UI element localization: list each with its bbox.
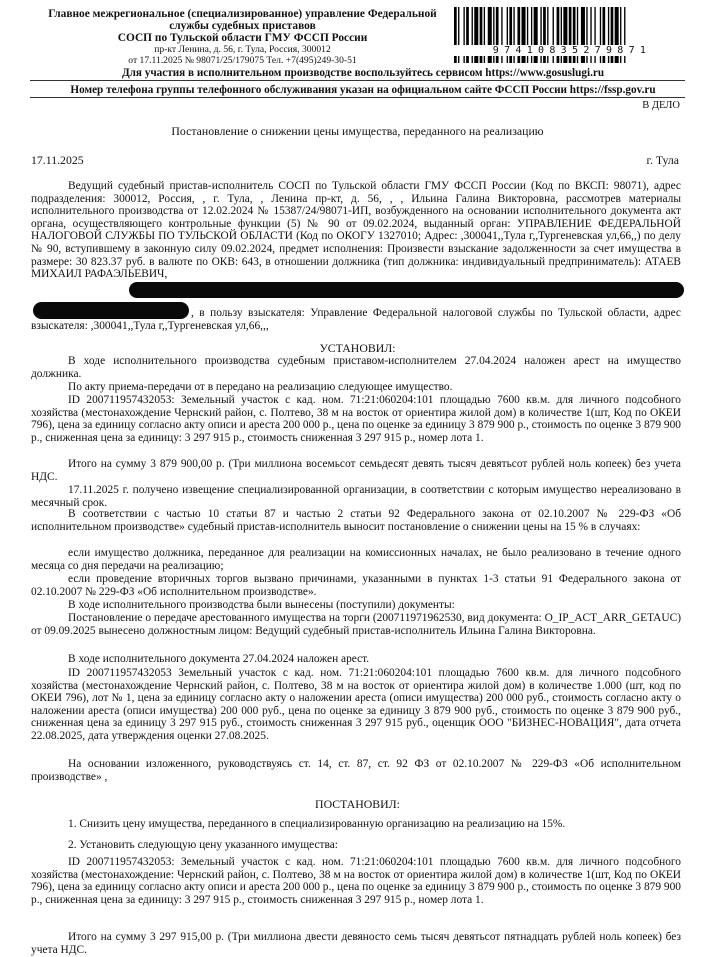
phone-notice: Номер телефона группы телефонного обслуживания указан на официальном сайте ФССП России https://fssp.gov.ru (70, 84, 656, 96)
body-paragraph: В ходе исполнительного производства были вынесены (поступили) документы: (68, 599, 455, 611)
document-date: 17.11.2025 (31, 153, 84, 167)
creditor-text: , в пользу взыскателя: Управление Федеральной налоговой службы по Тульской области, адрес взыскателя: ,300041,,Тула г,,Тургеневская ул,66,,, (31, 307, 681, 332)
body-paragraph: По акту приема-передачи от в передано на реализацию следующее имущество. (68, 381, 453, 393)
redaction-bar (129, 282, 684, 298)
divider (30, 97, 685, 98)
issuing-organization (40, 8, 445, 66)
property-item: ID 200711957432053 Земельный участок с кад. ном. 71:21:060204:101 площадью 7600 кв.м. для личного подсобного хозяйства (местонахождение Чернский район, с. Полтево, 38 м на восток от ориентира жилой дом) в количестве 1.000 (шт, код по ОКЕИ 796), лот № 1, цена за единицу согласно акту о наложении ареста (описи имущества) 200 000 руб., стоимость согласно акту о наложении ареста (описи имущества) 200 000 руб., цена по оценке за единицу 3 879 900 руб., стоимость по оценке 3 879 900 руб., сниженная цена за единицу 3 297 915 руб., стоимость сниженная 3 297 915 руб., оценщик ООО "БИЗНЕС-НОВАЦИЯ", дата отчета 22.08.2025, дата утверждения оценки 27.08.2025. (31, 667, 681, 742)
gosuslugi-notice: Для участия в исполнительном производстве воспользуйтесь сервисом https://www.gosuslugi.ru (121, 67, 605, 79)
property-item: ID 200711957432053: Земельный участок с кад. ном. 71:21:060204:101 площадью 7600 кв.м. для личного подсобного хозяйства (местонахождение Чернский район, с. Полтево, 38 м на восток от ориентира жилой дом) в количестве 1(шт, Код по ОКЕИ 796), цена за единицу согласно акту описи и ареста 200 000 р., цена по оценке за единицу 3 879 900 р., стоимость по оценке 3 879 900 р., сниженная цена за единицу: 3 297 915 р., стоимость сниженная 3 297 915 р., номер лота 1. (31, 394, 681, 444)
intro-paragraph: Ведущий судебный пристав-исполнитель СОСП по Тульской области ГМУ ФССП России (Код по ВКСП: 98071), адрес подразделения: 300012, Россия, , г. Тула, , Ленина пр-кт, д. 56, , , Ильина Галина Викторовна, рассмотрев материалы исполнительного производства от 12.02.2024 № 15387/24/98071-ИП, возбужденного на основании исполнительного документа акт органа, осуществляющего контрольные функции (5) № 90 от 09.02.2024, выданный орган: УПРАВЛЕНИЕ ФЕДЕРАЛЬНОЙ НАЛОГОВОЙ СЛУЖБЫ ПО ТУЛЬСКОЙ ОБЛАСТИ (Код по ОКОГУ 1327010; Адрес: ,300041,,Тула г,,Тургеневская ул,66,,) по делу № 90, вступившему в законную силу 09.02.2024, предмет исполнения: Произвести взыскание задолженности за счет имущества в размере: 30 823.37 руб. в валюте по ОКВ: 643, в отношении должника (тип должника: индивидуальный предприниматель): АТАЕВ МИХАИЛ РАФАЭЛЬЕВИЧ, (31, 180, 681, 281)
reference-line: от 17.11.2025 № 98071/25/179075 Тел. +7(495)249-30-51 (128, 55, 357, 66)
divider (30, 80, 685, 81)
org-address: пр-кт Ленина, д. 56, г. Тула, Россия, 300012 (154, 44, 331, 55)
body-paragraph: В ходе исполнительного производства судебным приставом-исполнителем 27.04.2024 наложен арест на имущество должника. (31, 355, 681, 380)
body-paragraph: если проведение вторичных торгов вызвано причинами, указанными в пунктах 1-3 статьи 91 Федерального закона от 02.10.2007 № 229-ФЗ «Об исполнительном производстве». (31, 573, 681, 598)
established-heading: УСТАНОВИЛ: (319, 341, 396, 355)
body-paragraph: На основании изложенного, руководствуясь ст. 14, ст. 87, ст. 92 ФЗ от 02.10.2007 № 229-ФЗ «Об исполнительном производстве» , (31, 758, 681, 783)
org-line: СОСП по Тульской области ГМУ ФССП России (117, 32, 368, 44)
property-item: ID 200711957432053: Земельный участок с кад. ном. 71:21:060204:101 площадью 7600 кв.м. для личного подсобного хозяйства (местонахождение: Чернский район, с. Полтево, 38 м на восток от ориентира жилой дом) в количестве 1(шт, Код по ОКЕИ 796), цена за единицу согласно акту описи и ареста 200 000 р., цена по оценке за единицу 3 879 900 р., стоимость по оценке 3 879 900 р., сниженная цена за единицу: 3 297 915 р., стоимость сниженная 3 297 915 р., номер лота 1. (31, 856, 681, 906)
body-paragraph: В соответствии с частью 10 статьи 87 и частью 2 статьи 92 Федерального закона от 02.10.2007 № 229-ФЗ «Об исполнительном производстве» судебный пристав-исполнитель выносит постановление о снижении цены на 15 % в случаях: (31, 508, 681, 533)
total-sum: Итого на сумму 3 297 915,00 р. (Три миллиона двести девяносто семь тысяч девятьсот пятнадцать рублей ноль копеек) без учета НДС. (31, 931, 681, 956)
resolution-item: 2. Установить следующую цену указанного имущества: (68, 839, 338, 851)
body-paragraph: Постановление о передаче арестованного имущества на торги (200711971962530, вид документа: O_IP_ACT_ARR_GETAUC) от 09.09.2025 вынесено должностным лицом: Ведущий судебный пристав-исполнитель Ильина Галина Викторовна. (31, 612, 681, 637)
total-sum: Итого на сумму 3 879 900,00 р. (Три миллиона восемьсот семьдесят девять тысяч девятьсот рублей ноль копеек) без учета НДС. (31, 458, 681, 483)
v-delo-stamp: В ДЕЛО (642, 100, 680, 111)
resolved-heading: ПОСТАНОВИЛ: (315, 797, 400, 811)
barcode-number: 97410835279871 (452, 45, 692, 56)
body-paragraph: 17.11.2025 г. получено извещение специализированной организации, в соответствии с которым имущество нереализовано в месячный срок. (31, 484, 681, 509)
creditor-paragraph (31, 307, 681, 332)
resolution-item: 1. Снизить цену имущества, переданного в специализированную организацию на реализацию на 15%. (68, 818, 566, 830)
org-line: Главное межрегиональное (специализированное) управление Федеральной (48, 8, 437, 20)
document-title: Постановление о снижении цены имущества, переданного на реализацию (171, 124, 544, 138)
body-paragraph: если имущество должника, переданное для реализации на комиссионных началах, не было реализовано в течение одного месяца со дня передачи на реализацию; (31, 547, 681, 572)
org-line: службы судебных приставов (169, 20, 316, 32)
body-paragraph: В ходе исполнительного документа 27.04.2024 наложен арест. (68, 653, 370, 665)
document-city: г. Тула (646, 153, 679, 167)
